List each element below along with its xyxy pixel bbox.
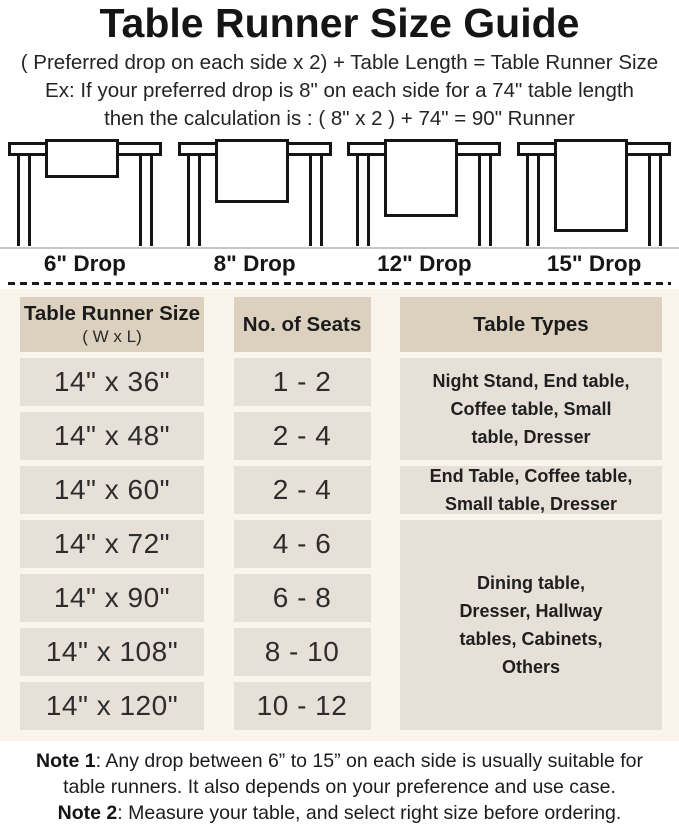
example-line-2: then the calculation is : ( 8" x 2 ) + 74" = 90" Runner [104, 107, 575, 131]
runner-icon [384, 139, 458, 217]
table-leg-icon [648, 155, 662, 246]
table-leg-icon [187, 155, 201, 246]
drop-label-6in: 6" Drop [43, 251, 126, 277]
table-leg-icon [139, 155, 153, 246]
table-leg-icon [309, 155, 323, 246]
note-2-text: : Measure your table, and select right size before ordering. [117, 802, 622, 825]
types-cell-large-tables [400, 520, 662, 730]
example-line-1: Ex: If your preferred drop is 8" on each side for a 74" table length [45, 79, 634, 103]
types-text-line: Dresser, Hallway [459, 601, 603, 622]
types-text-line: Night Stand, End table, [432, 371, 630, 392]
note-1-line-1 [0, 748, 679, 774]
seats-cell: 6 - 8 [234, 574, 371, 622]
size-header-subtitle: ( W x L) [82, 327, 142, 347]
types-text-line: End Table, Coffee table, [429, 466, 633, 487]
size-column-header [20, 297, 204, 352]
size-cell: 14" x 48" [20, 412, 204, 460]
seats-cell: 8 - 10 [234, 628, 371, 676]
table-leg-icon [17, 155, 31, 246]
size-cell: 14" x 36" [20, 358, 204, 406]
table-illustration-12in-drop [347, 139, 501, 246]
types-cell-medium-tables [400, 466, 662, 514]
types-text-line: Dining table, [476, 573, 585, 594]
table-illustration-8in-drop [178, 139, 332, 246]
drop-labels-row [0, 249, 679, 281]
types-text-line: Others [501, 657, 560, 678]
footer-notes [0, 748, 679, 826]
size-header-title: Table Runner Size [23, 302, 201, 326]
seats-cell: 4 - 6 [234, 520, 371, 568]
seats-column-header: No. of Seats [234, 297, 371, 352]
runner-icon [554, 139, 628, 232]
types-text-line: Coffee table, Small [450, 399, 612, 420]
table-leg-icon [356, 155, 370, 246]
table-leg-icon [478, 155, 492, 246]
note-2 [0, 800, 679, 826]
size-table-panel [0, 289, 679, 741]
size-cell: 14" x 60" [20, 466, 204, 514]
size-cell: 14" x 72" [20, 520, 204, 568]
size-cell: 14" x 90" [20, 574, 204, 622]
seats-cell: 10 - 12 [234, 682, 371, 730]
drop-illustrations [0, 139, 679, 246]
types-cell-small-tables [400, 358, 662, 460]
note-1-label: Note 1 [35, 750, 96, 773]
seats-cell: 1 - 2 [234, 358, 371, 406]
table-illustration-15in-drop [517, 139, 671, 246]
note-1-text: : Any drop between 6” to 15” on each side is usually suitable for [95, 750, 644, 773]
seats-cell: 2 - 4 [234, 466, 371, 514]
note-1-line-2: table runners. It also depends on your preference and use case. [63, 776, 616, 799]
types-text-line: Small table, Dresser [444, 494, 618, 515]
drop-label-12in: 12" Drop [377, 251, 472, 277]
runner-icon [45, 139, 119, 178]
page-title: Table Runner Size Guide [99, 0, 580, 46]
note-2-label: Note 2 [57, 802, 118, 825]
size-cell: 14" x 108" [20, 628, 204, 676]
size-table [20, 297, 662, 730]
drop-label-8in: 8" Drop [213, 251, 296, 277]
formula-text: ( Preferred drop on each side x 2) + Table Length = Table Runner Size [20, 51, 659, 75]
types-text-line: table, Dresser [471, 427, 591, 448]
dashed-divider [8, 282, 671, 285]
types-text-line: tables, Cabinets, [459, 629, 603, 650]
drop-label-15in: 15" Drop [546, 251, 642, 277]
table-leg-icon [526, 155, 540, 246]
size-cell: 14" x 120" [20, 682, 204, 730]
table-illustration-6in-drop [8, 139, 162, 246]
runner-icon [215, 139, 289, 203]
types-column-header: Table Types [400, 297, 662, 352]
seats-cell: 2 - 4 [234, 412, 371, 460]
